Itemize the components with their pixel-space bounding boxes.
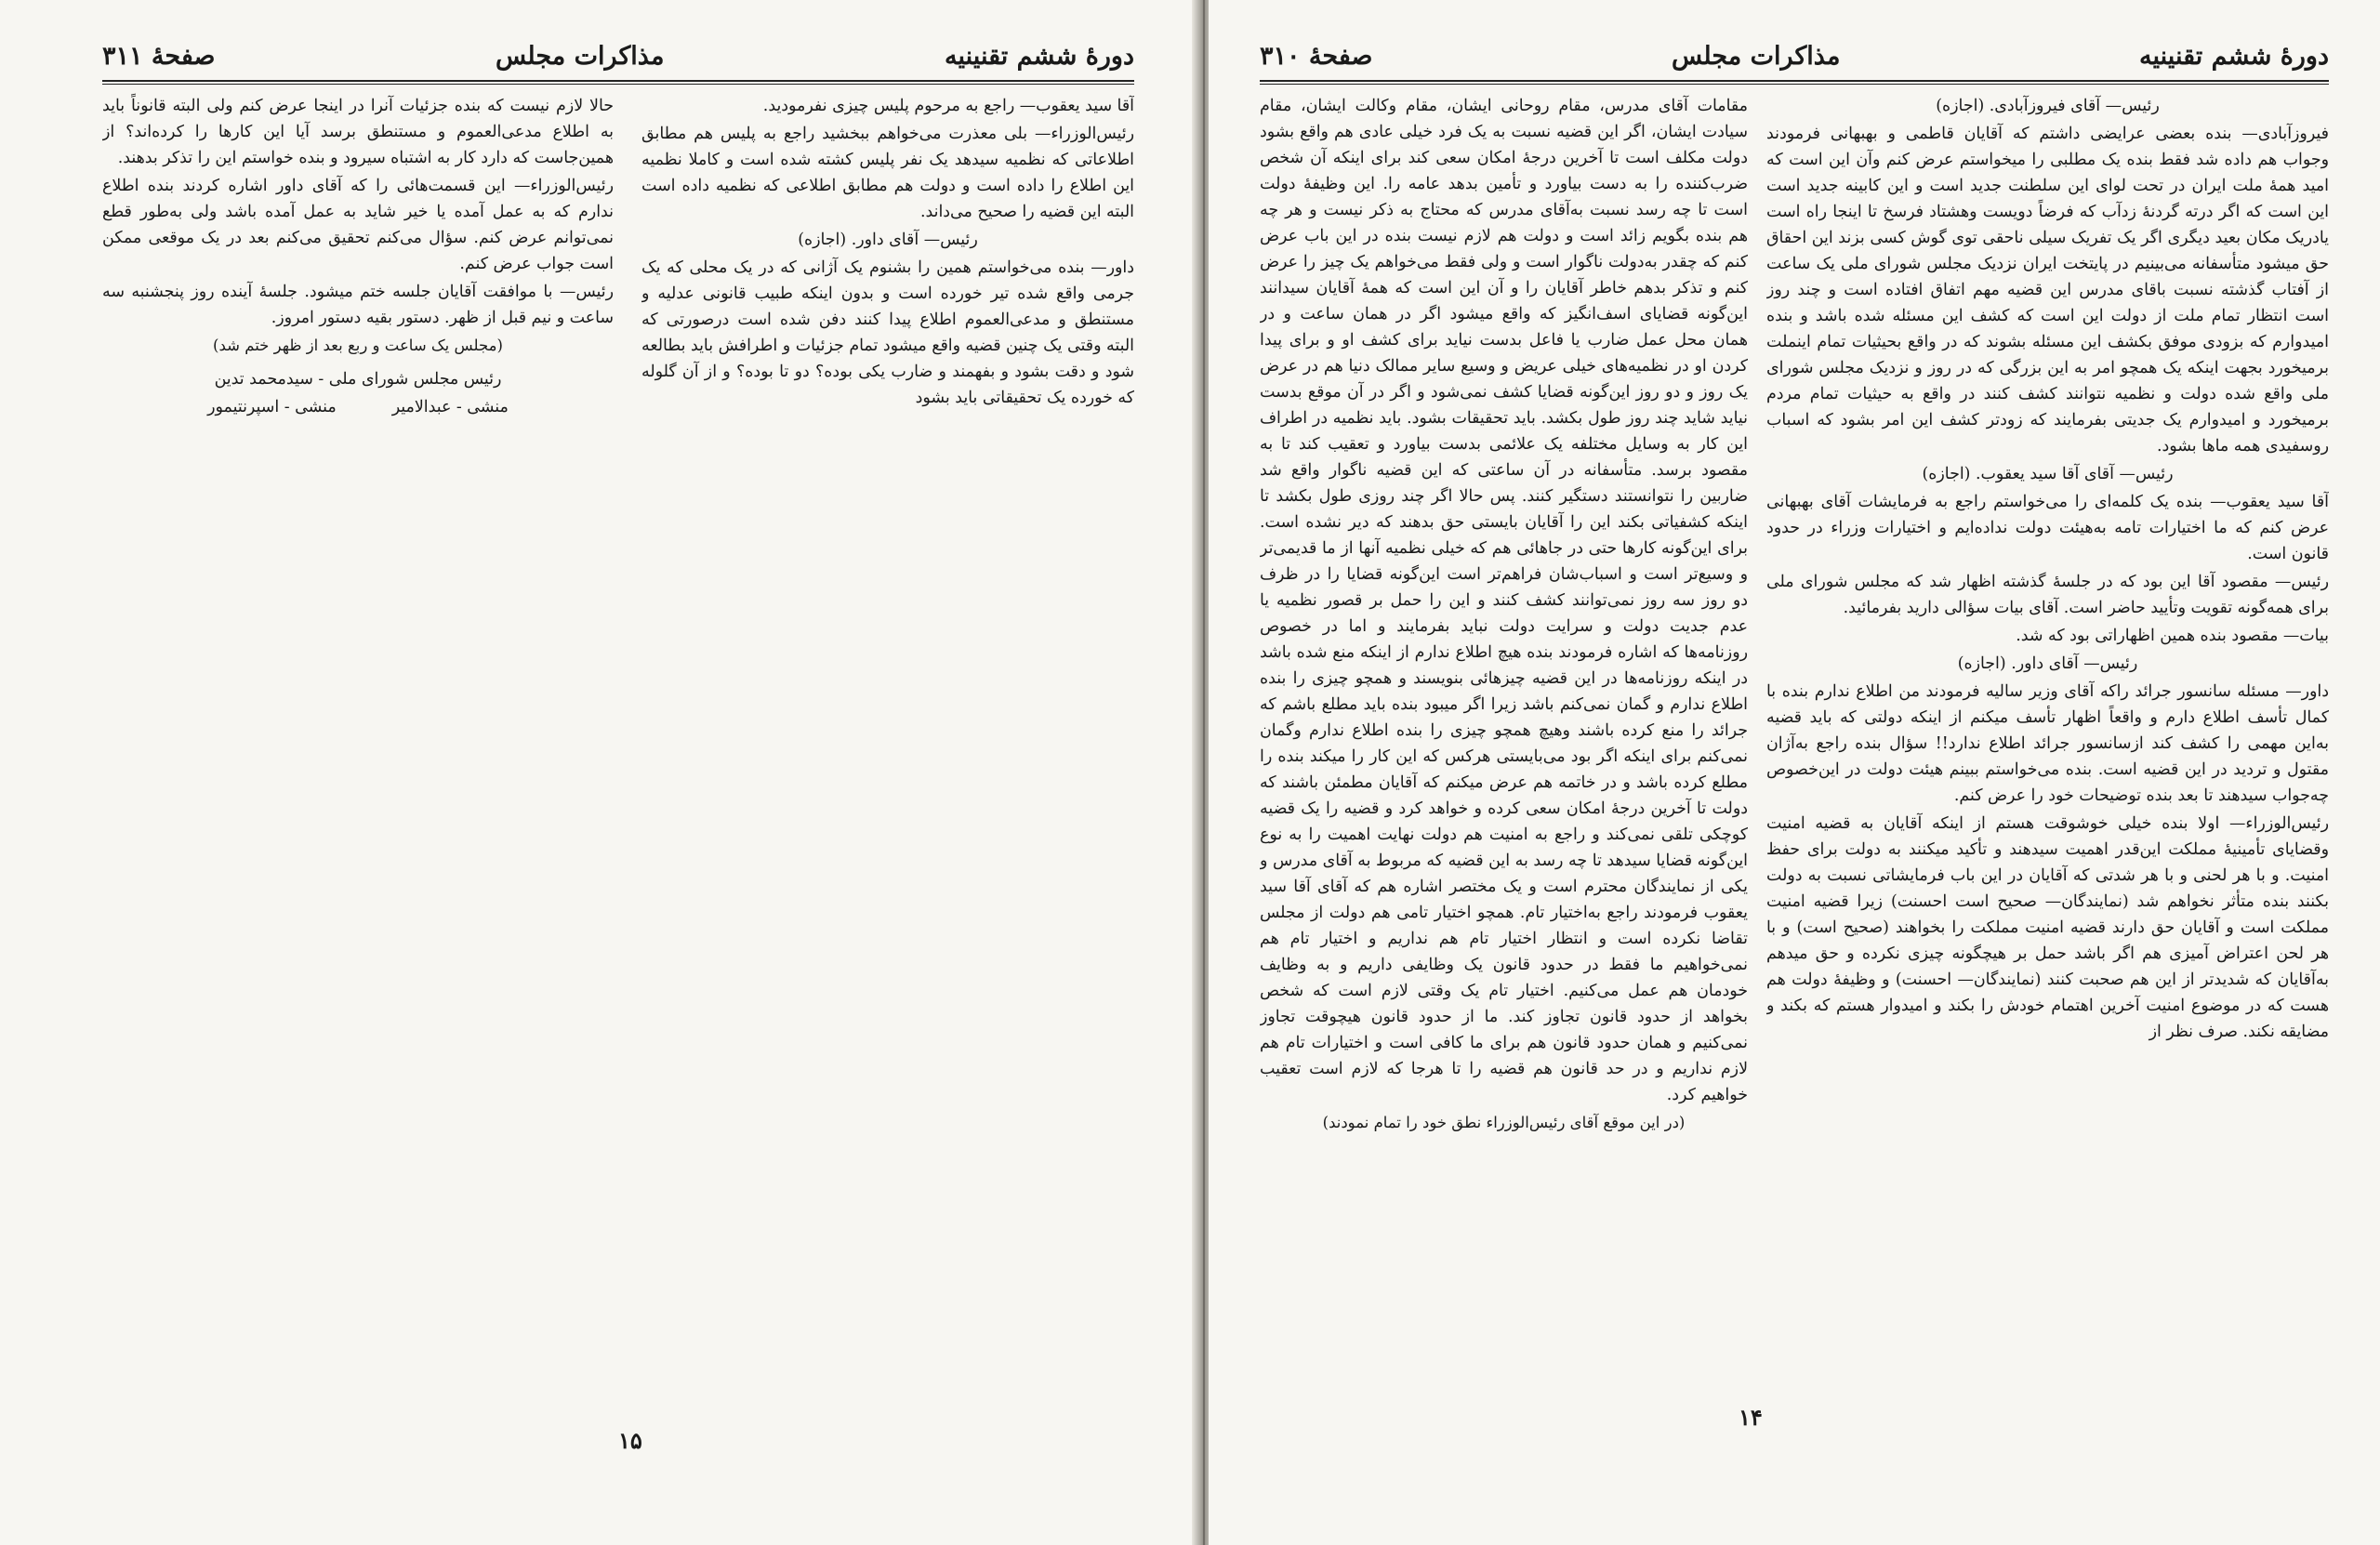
signature-secretary-1: منشی - عبدالامیر <box>391 398 509 416</box>
header-page-label: صفحهٔ ۳۱۰ <box>1260 41 1373 71</box>
paragraph: مقامات آقای مدرس، مقام روحانی ایشان، مقام وکالت ایشان، مقام سیادت ایشان، اگر این قضیه نسبت به یک فرد خیلی عادی هم واقع بشود دولت مکلف است تا آخرین درجهٔ امکان سعی کند برای اینکه آن شخص ضرب‌کننده را به دست بیاورد و تأمین بدهد عامه را. این وظیفهٔ دولت است تا چه رسد نسبت به‌آقای مدرس که محتاج به ذکر نیست و هر چه هم بنده بگویم زائد است و دولت هم لازم نیست بنده در این باب عرض کنم که چقدر به‌دولت ناگوار است و ولی فقط می‌خواهم یک چیز را عرض کنم و تذکر بدهم خاطر آقایان را و آن این است که همهٔ آقایان سیدانند این‌گونه قضایای اسف‌انگیز که واقع میشود اگر در همان ساعت و در همان محل عمل ضارب یا فاعل بدست نیاید برای کشف او و برای پیدا کردن او در نظمیه‌های خیلی عریض و وسیع سایر ممالک دنیا هم در عرض یک روز و دو روز این‌گونه قضایا کشف نمی‌شود و اگر در آن موقع بدست نیاید شاید چند روز طول بکشد. باید تحقیقات بشود. باید نظمیه در اطراف این کار به وسایل مختلفه یک علائمی بدست بیاورد و تعقیب کند تا به مقصود برسد. متأسفانه در آن ساعتی که این قضیه ناگوار واقع شد ضاربین را نتوانستند دستگیر کنند. پس حالا اگر چند روزی طول بکشد تا اینکه کشفیاتی بکند این را آقایان بایستی حق بدهند که دیر نشده است. برای این‌گونه کارها حتی در جاهائی هم که خیلی نظمیه آنها از ما قدیمی‌تر و وسیع‌تر است و اسباب‌شان فراهم‌تر است این‌گونه قضایا را در ظرف دو روز سه روز نمی‌توانند کشف کنند و این را حمل بر قصور نظمیه یا عدم جدیت دولت و سرایت دولت نباید بفرمایند و اما در خصوص روزنامه‌ها که اشاره فرمودند بنده هیچ اطلاع ندارم از اینکه منع شده باشد در اینکه روزنامه‌ها در این قضیه چیزهائی بنویسند و همچو چیزی را بنده اطلاع ندارم و گمان نمی‌کنم باشد زیرا اگر میبود بنده باید مطلع باشم که جرائد را منع کرده باشند وهیچ همچو چیزی را بنده اطلاع ندارم وگمان نمی‌کنم برای اینکه اگر بود می‌بایستی هرکس که این کار را میکند بنده را مطلع کرده باشد و در خاتمه هم عرض میکنم که آقایان مطمئن باشند که دولت تا آخرین درجهٔ امکان سعی کرده و خواهد کرد و قضیه را یک قضیه کوچکی تلقی نمی‌کند و راجع به امنیت هم دولت نهایت اهمیت را به نوع این‌گونه قضایا سیدهد تا چه رسد به این قضیه که مربوط به آقای مدرس و یکی از نمایندگان محترم است و یک مختصر اشاره هم که آقای آقا سید یعقوب فرمودند راجع به‌اختیار تام. همچو اختیار تامی هم دولت از مجلس تقاضا نکرده است و انتظار اختیار تام هم نداریم و اختیار تام هم نمی‌خواهیم ما فقط در حدود قانون یک وظایفی داریم و به وظایف خودمان هم عمل می‌کنیم. اختیار تام یک وقتی لازم است که شخص بخواهد از حدود قانون تجاوز کند. ما از حدود قانون هیچوقت تجاوز نمی‌کنیم و همان حدود قانون هم برای ما کافی است و اختیارات تام هم لازم نداریم و در حد قانون هم قضیه را تا هرجا که لازم است تعقیب خواهیم کرد. <box>1260 97 1748 1104</box>
page-number: ۱۵ <box>618 1427 642 1454</box>
paragraph: رئیس— آقای آقا سید یعقوب. (اجازه) <box>1922 465 2174 483</box>
header-divider <box>102 80 1134 85</box>
header-volume-title: دورهٔ ششم تقنینیه <box>2139 41 2329 71</box>
paragraph: رئیس— آقای داور. (اجازه) <box>1957 654 2138 673</box>
paragraph: رئیس— آقای داور. (اجازه) <box>798 231 978 249</box>
header-divider <box>1260 80 2329 85</box>
header-center-title: مذاکرات مجلس <box>1671 41 1841 71</box>
page-header <box>1260 37 2329 74</box>
paragraph: فیروزآبادی— بنده بعضی عرایضی داشتم که آقایان قاطمی و بهبهانی فرمودند وجواب هم داده شد فقط بنده یک مطلبی را میخواستم عرض کنم وآن این است که امید همهٔ ملت ایران در تحت لوای این سلطنت جدید است و این کابینه جدید است این است که اگر درته گردنهٔ زدآب که فرضاً دویست وهشتاد فرسخ تا اینجا راه است یادریک مکان بعید دیگری اگر یک تفریک سیلی ناحقی توی گوش کسی بزند این احقاق حق میشود متأسفانه می‌بینیم در پایتخت ایران نزدیک مجلس شورای ملی یک ساعت از آفتاب گذشته نسبت باقای مدرس این قضیه مهم اتفاق افتاده است و چند روز است انتظار تمام ملت از دولت این است که کشف این مسئله شده باشد و بنده امیدوارم که بزودی موفق بکشف این مسئله بشوند که در واقع بحیثیات تمام اینملت برمیخورد بجهت اینکه یک همچو امر به این بزرگی که در روز و نزدیک مجلس شورای ملی واقع شده دولت و نظمیه نتوانند کشف کنند در واقع به حیثیات تمام مردم برمیخورد و امیدوارم یک جدیتی بفرمایند که زودتر کشف این امر بشود که اسباب رو‌سفیدی همه ماها بشود. <box>1766 125 2329 456</box>
paragraph: داور— مسئله سانسور جرائد راکه آقای وزیر ساليه فرمودند من اطلاع ندارم بنده با کمال تأسف اطلاع دارم و واقعاً اظهار تأسف میکنم از اینکه دولتی که باید قضیه به‌این مهمی را کشف کند ازسانسور جرائد اطلاع ندارد!! سؤال بنده راجع به‌آژان مقتول و تردید در این قضیه است. بنده می‌خواستم ببینم هیئت دولت در این‌خصوص چه‌جواب سیدهند تا بعد بنده توضیحات خود را عرض کنم. <box>1766 682 2329 805</box>
paragraph: آقا سید یعقوب— بنده یک کلمه‌ای را می‌خواستم راجع به فرمایشات آقای بهبهانی عرض کنم که ما اختیارات تامه به‌هیئت دولت نداده‌ایم و اختیارات وزراء در حدود قانون است. <box>1766 493 2329 563</box>
paragraph: بیات— مقصود بنده همین اظهاراتی بود که شد. <box>2016 627 2329 645</box>
signature-block <box>102 366 614 420</box>
header-volume-title: دورهٔ ششم تقنینیه <box>945 41 1134 71</box>
text-column-left <box>102 93 614 744</box>
right-page <box>1209 0 2380 1545</box>
session-note: (در این موقع آقای رئیس‌الوزراء نطق خود را تمام نمودند) <box>1322 1114 1686 1131</box>
paragraph: رئیس— آقای فیروزآبادی. (اجازه) <box>1936 97 2160 115</box>
paragraph-group <box>102 93 614 359</box>
paragraph: داور— بنده می‌خواستم همین را بشنوم یک آژانی که در یک محلی که یک جرمی واقع شده تیر خورده است و بدون اینکه طبیب قانونی عدلیه و مستنطق و مدعی‌العموم اطلاع پیدا کنند دفن شده است درصورتی که البته وقتی یک چنین قضیه واقع میشود تمام جزئیات و اطرافش باید بطالعه شود و دقت بشود و بفهمند و ضارب یکی بوده؟ دو تا بوده؟ و از آن گلوله که خورده یک تحقیقاتی باید بشود <box>641 258 1134 407</box>
session-note: (مجلس یک ساعت و ربع بعد از ظهر ختم شد) <box>213 337 503 354</box>
paragraph: رئیس— مقصود آقا این بود که در جلسهٔ گذشته اظهار شد که مجلس شورای ملی برای همه‌گونه تقویت وتأیید حاضر است. آقای بیات سؤالی دارید بفرمائید. <box>1766 573 2329 617</box>
signature-secretary-2: منشی - اسپرنتیمور <box>207 398 337 416</box>
text-column-right <box>641 93 1134 744</box>
signature-secretaries <box>102 394 614 420</box>
text-column-right <box>1766 93 2329 1422</box>
page-header <box>102 37 1134 74</box>
paragraph: رئیس‌الوزراء— این قسمت‌هائی را که آقای داور اشاره کردند بنده اطلاع ندارم که به عمل آمده یا خیر شاید به عمل آمده باشد ولی به‌طور قطع نمی‌توانم عرض کنم. سؤال می‌کنم تحقیق می‌کنم بعد در یک موقعی ممکن است جواب عرض کنم. <box>102 177 614 273</box>
page-number: ۱۴ <box>1739 1404 1763 1431</box>
header-center-title: مذاکرات مجلس <box>495 41 665 71</box>
signature-president: رئیس مجلس شورای ملی - سیدمحمد تدین <box>214 370 502 389</box>
header-page-label: صفحهٔ ۳۱۱ <box>102 41 216 71</box>
text-column-left <box>1260 93 1748 1422</box>
paragraph: رئیس— با موافقت آقایان جلسه ختم میشود. جلسهٔ آینده روز پنجشنبه سه ساعت و نیم قبل از ظهر. دستور بقیه دستور امروز. <box>102 283 614 327</box>
paragraph: رئیس‌الوزراء— بلی معذرت می‌خواهم ببخشید راجع به پلیس هم مطابق اطلاعاتی که نظمیه سیدهد یک نفر پلیس کشته شده است و کاملا نظمیه این اطلاع را داده است و دولت هم مطابق اطلاعی که نظمیه داده است البته این قضیه را صحیح می‌داند. <box>641 125 1134 221</box>
paragraph: حالا لازم نیست که بنده جزئیات آنرا در اینجا عرض کنم ولی البته قانوناً باید به اطلاع مدعی‌العموم و مستنطق برسد آیا این کارها را کرده‌اند؟ از همین‌جاست که دارد کار به اشتباه سیرود و بنده خواستم این را تذکر بدهند. <box>102 97 614 167</box>
paragraph: آقا سید یعقوب— راجع به مرحوم پلیس چیزی نفرمودید. <box>762 97 1134 115</box>
paragraph: رئیس‌الوزراء— اولا بنده خیلی خوشوقت هستم از اینکه آقایان به قضیه امنیت وقضایای تأمینیهٔ مملکت این‌قدر اهمیت سیدهند و تأکید میکنند به دولت برای حفظ امنیت. و با هر لحنی و با هر شدتی که آقایان در این باب فرمایشاتی نسبت به دولت بکنند بنده متأثر نخواهم شد (نمایندگان— صحیح است احسنت) زیرا قضیه امنیت مملکت است و آقایان حق دارند قضیه امنیت مملکت را بخواهند (صحیح است) و با هر لحن اعتراض آمیزی هم اگر باشد حمل بر هیچگونه چیزی نکرده و حق میدهم به‌آقایان که شدیدتر از این هم صحبت کنند (نمایندگان— احسنت) و وظیفهٔ دولت هم هست که در موضوع امنیت آخرین اهتمام خودش را بکند و امیدوار هستم که بکند و مضایقه نکند. صرف نظر از <box>1766 814 2329 1041</box>
